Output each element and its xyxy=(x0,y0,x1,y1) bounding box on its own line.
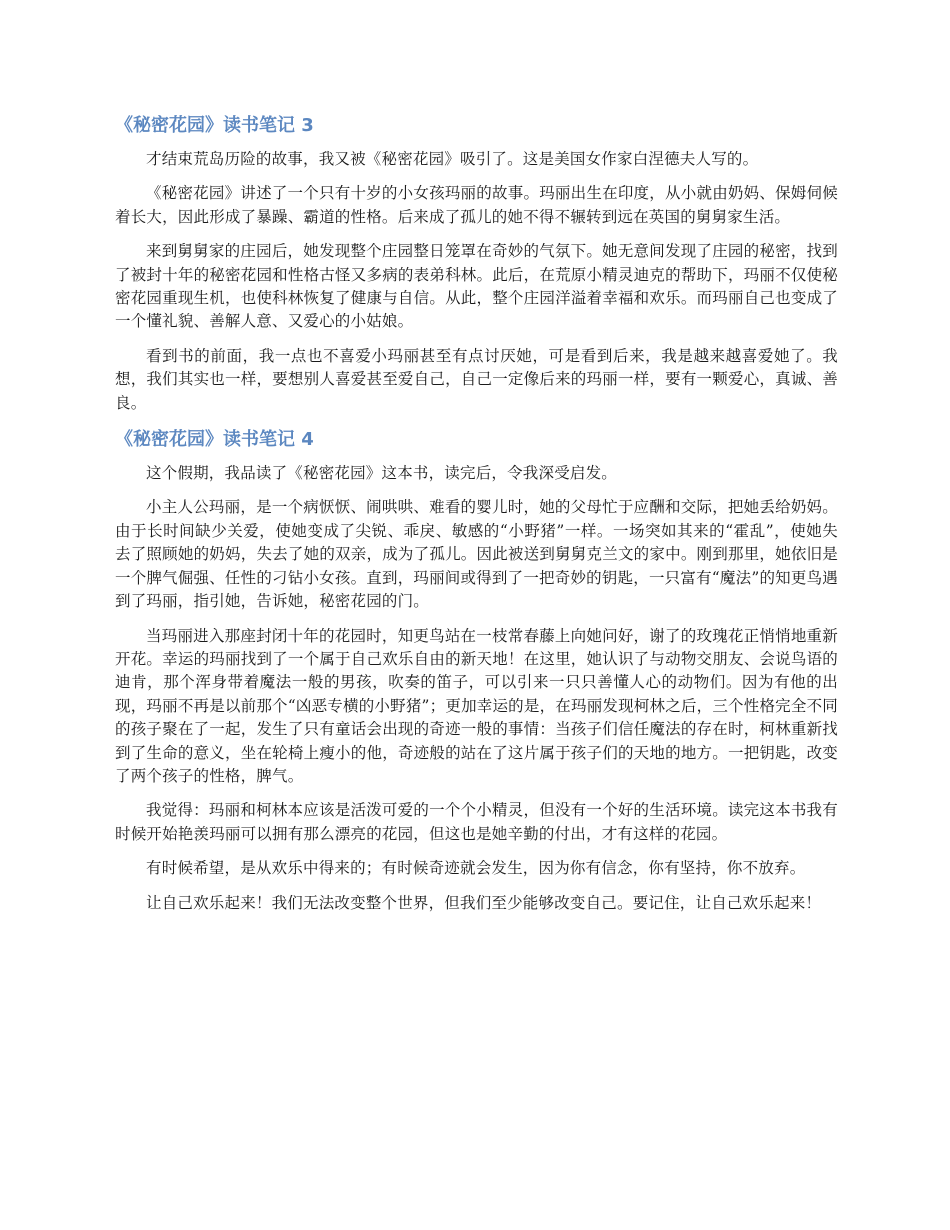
paragraph: 小主人公玛丽，是一个病恹恹、闹哄哄、难看的婴儿时，她的父母忙于应酬和交际，把她丢给奶妈。由于长时间缺少关爱，使她变成了尖锐、乖戾、敏感的“小野猪”一样。一场突如其来的“霍乱”，使她失去了照顾她的奶妈，失去了她的双亲，成为了孤儿。因此被送到舅舅克兰文的家中。刚到那里，她依旧是一个脾气倔强、任性的刁钻小女孩。直到，玛丽间或得到了一把奇妙的钥匙，一只富有“魔法”的知更鸟遇到了玛丽，指引她，告诉她，秘密花园的门。 xyxy=(115,498,838,611)
paragraph: 我觉得：玛丽和柯林本应该是活泼可爱的一个个小精灵，但没有一个好的生活环境。读完这本书我有时候开始艳羡玛丽可以拥有那么漂亮的花园，但这也是她辛勤的付出，才有这样的花园。 xyxy=(115,801,838,843)
document-page xyxy=(115,112,838,926)
paragraph: 才结束荒岛历险的故事，我又被《秘密花园》吸引了。这是美国女作家白涅德夫人写的。 xyxy=(146,150,759,168)
section-title: 《秘密花园》读书笔记 3 xyxy=(115,115,314,136)
paragraph: 来到舅舅家的庄园后，她发现整个庄园整日笼罩在奇妙的气氛下。她无意间发现了庄园的秘密，找到了被封十年的秘密花园和性格古怪又多病的表弟科林。此后，在荒原小精灵迪克的帮助下，玛丽不仅使秘密花园重现生机，也使科林恢复了健康与自信。从此，整个庄园洋溢着幸福和欢乐。而玛丽自己也变成了一个懂礼貌、善解人意、又爱心的小姑娘。 xyxy=(115,242,838,331)
section-reading-notes-3 xyxy=(115,112,838,415)
paragraph: 当玛丽进入那座封闭十年的花园时，知更鸟站在一枝常春藤上向她问好，谢了的玫瑰花正悄悄地重新开花。幸运的玛丽找到了一个属于自己欢乐自由的新天地！在这里，她认识了与动物交朋友、会说鸟语的迪肯，那个浑身带着魔法一般的男孩，吹奏的笛子，可以引来一只只善懂人心的动物们。因为有他的出现，玛丽不再是以前那个“凶恶专横的小野猪”；更加幸运的是，在玛丽发现柯林之后，三个性格完全不同的孩子聚在了一起，发生了只有童话会出现的奇迹一般的事情：当孩子们信任魔法的存在时，柯林重新找到了生命的意义，坐在轮椅上瘦小的他，奇迹般的站在了这片属于孩子们的天地的地方。一把钥匙，改变了两个孩子的性格，脾气。 xyxy=(115,626,838,785)
paragraph: 有时候希望，是从欢乐中得来的；有时候奇迹就会发生，因为你有信念，你有坚持，你不放弃。 xyxy=(146,859,806,878)
paragraph: 让自己欢乐起来！我们无法改变整个世界，但我们至少能够改变自己。要记住，让自己欢乐起来！ xyxy=(146,893,822,912)
paragraph: 这个假期，我品读了《秘密花园》这本书，读完后，令我深受启发。 xyxy=(146,464,618,483)
section-title: 《秘密花园》读书笔记 4 xyxy=(115,429,314,451)
paragraph: 看到书的前面，我一点也不喜爱小玛丽甚至有点讨厌她，可是看到后来，我是越来越喜爱她了。我想，我们其实也一样，要想别人喜爱甚至爱自己，自己一定像后来的玛丽一样，要有一颗爱心，真诚、善良。 xyxy=(115,346,838,412)
section-reading-notes-4 xyxy=(115,426,838,915)
paragraph: 《秘密花园》讲述了一个只有十岁的小女孩玛丽的故事。玛丽出生在印度，从小就由奶妈、保姆伺候着长大，因此形成了暴躁、霸道的性格。后来成了孤儿的她不得不辗转到远在英国的舅舅家生活。 xyxy=(115,184,838,226)
